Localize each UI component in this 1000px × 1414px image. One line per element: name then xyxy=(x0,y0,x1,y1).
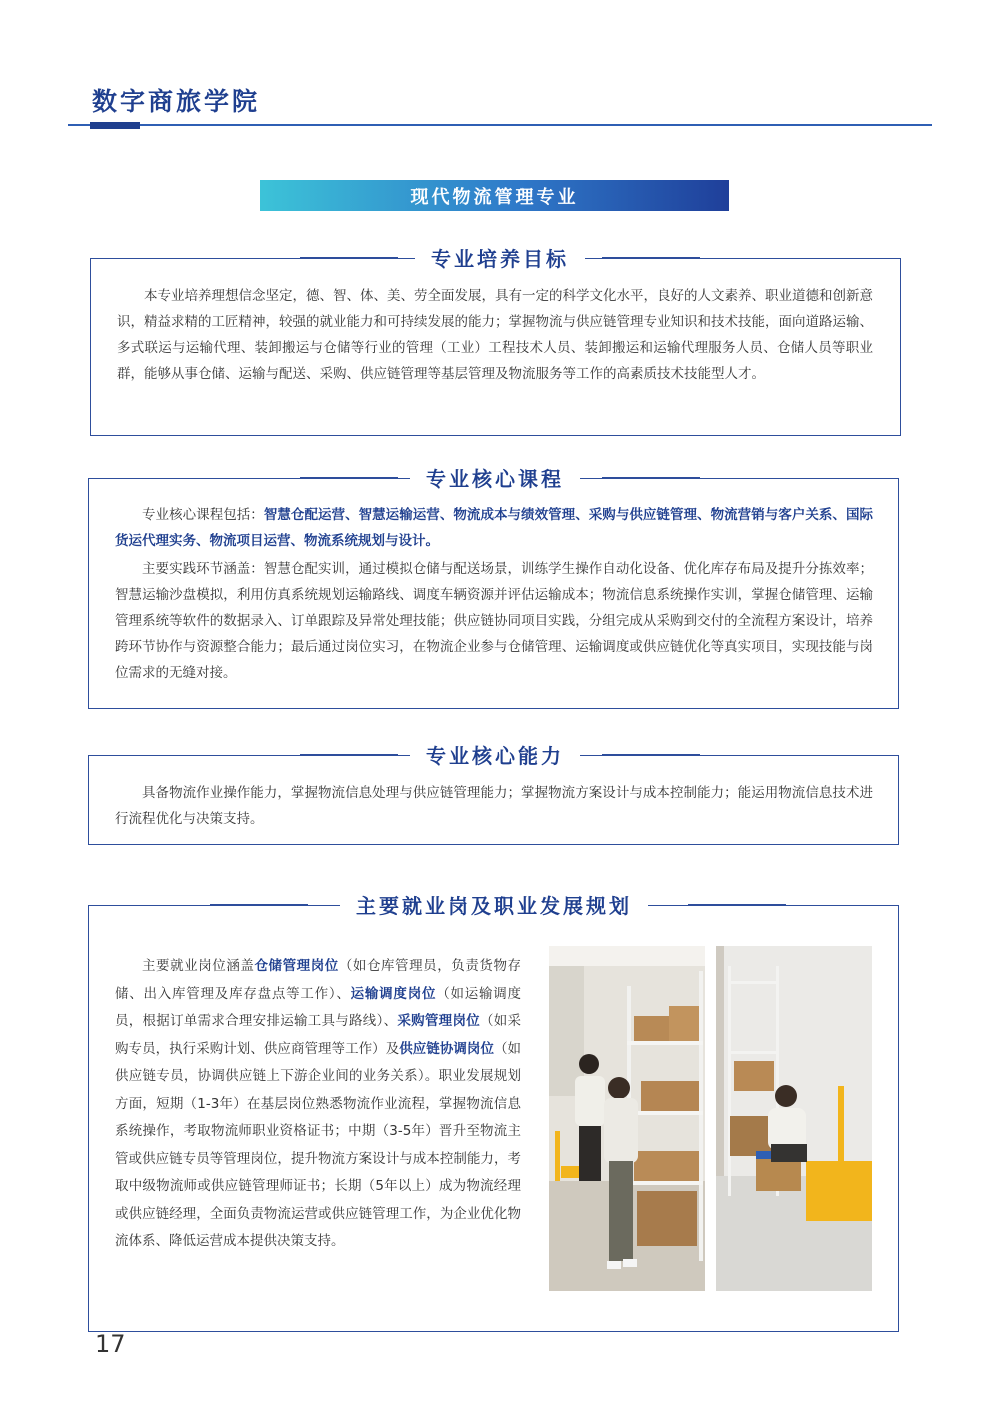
core-ability-text: 具备物流作业操作能力，掌握物流信息处理与供应链管理能力；掌握物流方案设计与成本控制能力；能运用物流信息技术进行流程优化与决策支持。 xyxy=(115,785,873,827)
page-title: 数字商旅学院 xyxy=(92,87,261,116)
career-text-part: 主要就业岗位涵盖 xyxy=(142,958,255,974)
job-purchasing: 采购管理岗位 xyxy=(397,1013,480,1029)
job-warehouse: 仓储管理岗位 xyxy=(254,958,339,974)
header-divider xyxy=(68,124,932,126)
major-banner: 现代物流管理专业 xyxy=(260,180,729,211)
section-dash-right xyxy=(602,257,700,259)
career-text xyxy=(115,953,521,1256)
training-goal-text: 本专业培养理想信念坚定，德、智、体、美、劳全面发展，具有一定的科学文化水平，良好的人文素养、职业道德和创新意识，精益求精的工匠精神，较强的就业能力和可持续发展的能力；掌握物流与供应链管理专业知识和技术技能，面向道路运输、多式联运与运输代理、装卸搬运与仓储等行业的管理（工业）工程技术人员、装卸搬运和运输代理服务人员、仓储人员等职业群，能够从事仓储、运输与配送、采购、供应链管理等基层管理及物流服务等工作的高素质技术技能型人才。 xyxy=(117,288,873,382)
training-goal-title: 专业培养目标 xyxy=(415,243,585,272)
job-transport: 运输调度岗位 xyxy=(350,985,437,1002)
core-ability-title: 专业核心能力 xyxy=(410,740,580,769)
section-dash-left xyxy=(300,477,398,479)
section-dash-right xyxy=(688,904,786,906)
photo-warehouse-shelves xyxy=(549,946,705,1291)
core-courses-list xyxy=(115,502,873,554)
page-number: 17 xyxy=(95,1330,126,1358)
photo-packing-box xyxy=(716,946,872,1291)
section-dash-left xyxy=(210,904,308,906)
section-dash-left xyxy=(300,754,398,756)
core-courses-intro: 专业核心课程包括： xyxy=(142,507,264,523)
career-text-part: （如采购专员，执行采购计划、供应商管理等工作）及 xyxy=(115,1013,522,1057)
job-supply-chain: 供应链协调岗位 xyxy=(399,1040,494,1057)
career-title: 主要就业岗及职业发展规划 xyxy=(340,890,648,919)
header-accent-bar xyxy=(90,122,140,129)
career-text-part: （如运输调度员，根据订单需求合理安排运输工具与路线）、 xyxy=(115,985,522,1029)
career-text-part: （如供应链专员，协调供应链上下游企业间的业务关系）。职业发展规划方面，短期（1-3年）在基层岗位熟悉物流作业流程，掌握物流信息系统操作，考取物流师职业资格证书；中期（3-5年）晋升至物流主管或供应链专员等管理岗位，提升物流方案设计与成本控制能力，考取中级物流师或供应链管理师证书；长期（5年以上）成为物流经理或供应链经理，全面负责物流运营或供应链管理工作，为企业优化物流体系、降低运营成本提供决策支持。 xyxy=(115,1040,522,1249)
core-courses-names: 智慧仓配运营、智慧运输运营、物流成本与绩效管理、采购与供应链管理、物流营销与客户关系、国际货运代理实务、物流项目运营、物流系统规划与设计。 xyxy=(115,507,874,549)
practice-text: 主要实践环节涵盖：智慧仓配实训，通过模拟仓储与配送场景，训练学生操作自动化设备、优化库存布局及提升分拣效率；智慧运输沙盘模拟，利用仿真系统规划运输路线、调度车辆资源并评估运输成本；物流信息系统操作实训，掌握仓储管理、运输管理系统等软件的数据录入、订单跟踪及异常处理技能；供应链协同项目实践，分组完成从采购到交付的全流程方案设计，培养跨环节协作与资源整合能力；最后通过岗位实习，在物流企业参与仓储管理、运输调度或供应链优化等真实项目，实现技能与岗位需求的无缝对接。 xyxy=(115,561,873,681)
career-text-part: （如仓库管理员，负责货物存储、出入库管理及库存盘点等工作）、 xyxy=(115,958,522,1002)
section-dash-right xyxy=(602,754,700,756)
section-dash-left xyxy=(300,257,398,259)
core-courses-title: 专业核心课程 xyxy=(410,463,580,492)
section-dash-right xyxy=(602,477,700,479)
